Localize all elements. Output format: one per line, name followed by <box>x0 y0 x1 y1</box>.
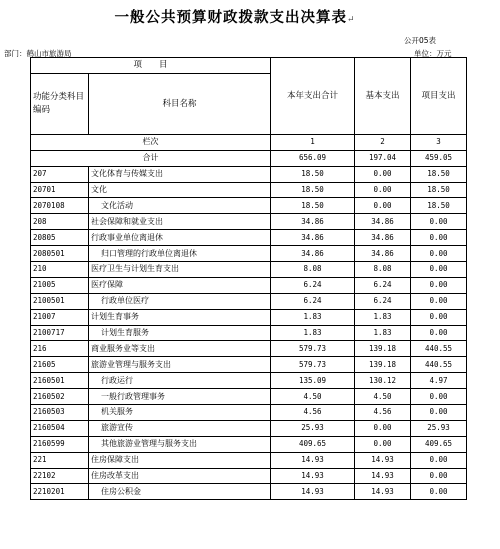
row-basic: 4.50 <box>355 389 411 405</box>
row-basic: 1.83 <box>355 309 411 325</box>
row-project: 18.50 <box>411 198 467 214</box>
column-index-3: 3 <box>411 134 467 150</box>
row-basic: 0.00 <box>355 166 411 182</box>
document-title-text: 一般公共预算财政拨款支出决算表 <box>114 9 347 26</box>
row-project: 0.00 <box>411 484 467 500</box>
total-label: 合计 <box>31 150 271 166</box>
row-code: 208 <box>31 214 89 230</box>
header-total: 本年支出合计 <box>271 58 355 135</box>
row-code: 2080501 <box>31 246 89 262</box>
row-code: 21605 <box>31 357 89 373</box>
header-item: 项 目 <box>31 58 271 74</box>
row-basic: 6.24 <box>355 277 411 293</box>
row-project: 0.00 <box>411 468 467 484</box>
row-code: 2160503 <box>31 405 89 421</box>
row-project: 0.00 <box>411 452 467 468</box>
total-basic: 197.04 <box>355 150 411 166</box>
column-index-1: 1 <box>271 134 355 150</box>
row-code: 2210201 <box>31 484 89 500</box>
row-total: 14.93 <box>271 468 355 484</box>
header-code: 功能分类科目编码 <box>31 73 89 134</box>
table-row <box>31 325 467 341</box>
row-code: 2160504 <box>31 420 89 436</box>
header-project: 项目支出 <box>411 58 467 135</box>
row-code: 2100501 <box>31 293 89 309</box>
table-row <box>31 389 467 405</box>
row-name: 商业服务业等支出 <box>89 341 271 357</box>
document-title <box>0 6 470 27</box>
row-basic: 0.00 <box>355 436 411 452</box>
header-basic: 基本支出 <box>355 58 411 135</box>
row-total: 34.86 <box>271 214 355 230</box>
row-basic: 34.86 <box>355 214 411 230</box>
table-row <box>31 293 467 309</box>
row-basic: 34.86 <box>355 230 411 246</box>
row-basic: 139.18 <box>355 341 411 357</box>
row-code: 20701 <box>31 182 89 198</box>
row-code: 2100717 <box>31 325 89 341</box>
table-row <box>31 277 467 293</box>
row-code: 2160502 <box>31 389 89 405</box>
row-name: 文化体育与传媒支出 <box>89 166 271 182</box>
row-basic: 0.00 <box>355 198 411 214</box>
row-name: 住房改革支出 <box>89 468 271 484</box>
expenditure-table <box>30 57 467 500</box>
column-index-label: 栏次 <box>31 134 271 150</box>
row-name: 医疗保障 <box>89 277 271 293</box>
row-project: 0.00 <box>411 246 467 262</box>
return-mark: ↵ <box>346 15 356 25</box>
row-basic: 0.00 <box>355 182 411 198</box>
row-total: 1.83 <box>271 325 355 341</box>
table-row <box>31 182 467 198</box>
row-code: 20805 <box>31 230 89 246</box>
row-project: 0.00 <box>411 309 467 325</box>
table-row <box>31 198 467 214</box>
total-row <box>31 150 467 166</box>
form-number: 公开05表 <box>404 36 437 45</box>
row-project: 18.50 <box>411 182 467 198</box>
row-basic: 14.93 <box>355 452 411 468</box>
row-total: 34.86 <box>271 230 355 246</box>
row-total: 18.50 <box>271 198 355 214</box>
row-basic: 139.18 <box>355 357 411 373</box>
row-name: 归口管理的行政单位离退休 <box>89 246 271 262</box>
row-basic: 6.24 <box>355 293 411 309</box>
row-code: 2070108 <box>31 198 89 214</box>
row-name: 旅游宣传 <box>89 420 271 436</box>
table-row <box>31 262 467 278</box>
row-name: 一般行政管理事务 <box>89 389 271 405</box>
row-name: 文化活动 <box>89 198 271 214</box>
column-index-2: 2 <box>355 134 411 150</box>
row-project: 0.00 <box>411 214 467 230</box>
row-name: 行政单位医疗 <box>89 293 271 309</box>
row-total: 6.24 <box>271 293 355 309</box>
total-project: 459.05 <box>411 150 467 166</box>
table-row <box>31 420 467 436</box>
row-total: 4.50 <box>271 389 355 405</box>
row-total: 8.08 <box>271 262 355 278</box>
table-row <box>31 405 467 421</box>
table-row <box>31 341 467 357</box>
row-total: 14.93 <box>271 484 355 500</box>
unit-label: 单位：万元 <box>414 49 452 58</box>
row-name: 文化 <box>89 182 271 198</box>
row-project: 409.65 <box>411 436 467 452</box>
row-name: 住房公积金 <box>89 484 271 500</box>
row-project: 25.93 <box>411 420 467 436</box>
row-project: 0.00 <box>411 389 467 405</box>
row-total: 1.83 <box>271 309 355 325</box>
row-code: 22102 <box>31 468 89 484</box>
table-row <box>31 373 467 389</box>
row-name: 旅游业管理与服务支出 <box>89 357 271 373</box>
row-total: 135.09 <box>271 373 355 389</box>
row-total: 18.50 <box>271 182 355 198</box>
row-name: 社会保障和就业支出 <box>89 214 271 230</box>
table-row <box>31 357 467 373</box>
table-row <box>31 166 467 182</box>
row-total: 579.73 <box>271 357 355 373</box>
row-basic: 130.12 <box>355 373 411 389</box>
row-code: 221 <box>31 452 89 468</box>
row-basic: 8.08 <box>355 262 411 278</box>
row-name: 其他旅游业管理与服务支出 <box>89 436 271 452</box>
table-row <box>31 214 467 230</box>
row-project: 0.00 <box>411 405 467 421</box>
row-basic: 1.83 <box>355 325 411 341</box>
table-row <box>31 309 467 325</box>
row-project: 18.50 <box>411 166 467 182</box>
row-name: 计划生育事务 <box>89 309 271 325</box>
row-name: 计划生育服务 <box>89 325 271 341</box>
row-name: 住房保障支出 <box>89 452 271 468</box>
table-row <box>31 484 467 500</box>
row-total: 579.73 <box>271 341 355 357</box>
row-project: 440.55 <box>411 357 467 373</box>
row-name: 行政运行 <box>89 373 271 389</box>
total-amount: 656.09 <box>271 150 355 166</box>
row-total: 6.24 <box>271 277 355 293</box>
row-basic: 14.93 <box>355 484 411 500</box>
row-project: 0.00 <box>411 293 467 309</box>
row-project: 4.97 <box>411 373 467 389</box>
row-project: 0.00 <box>411 230 467 246</box>
row-code: 2160599 <box>31 436 89 452</box>
row-project: 0.00 <box>411 262 467 278</box>
row-name: 医疗卫生与计划生育支出 <box>89 262 271 278</box>
table-row <box>31 246 467 262</box>
department-label: 部门：鹤山市旅游局 <box>4 49 72 58</box>
header-row-item <box>31 58 467 74</box>
row-code: 21005 <box>31 277 89 293</box>
row-project: 0.00 <box>411 277 467 293</box>
row-total: 25.93 <box>271 420 355 436</box>
row-name: 行政事业单位离退休 <box>89 230 271 246</box>
row-basic: 34.86 <box>355 246 411 262</box>
row-project: 440.55 <box>411 341 467 357</box>
row-code: 21007 <box>31 309 89 325</box>
row-code: 2160501 <box>31 373 89 389</box>
table-row <box>31 230 467 246</box>
row-total: 4.56 <box>271 405 355 421</box>
row-total: 14.93 <box>271 452 355 468</box>
row-basic: 0.00 <box>355 420 411 436</box>
row-code: 207 <box>31 166 89 182</box>
table-row <box>31 436 467 452</box>
row-code: 216 <box>31 341 89 357</box>
column-index-row <box>31 134 467 150</box>
table-row <box>31 468 467 484</box>
row-total: 18.50 <box>271 166 355 182</box>
row-basic: 14.93 <box>355 468 411 484</box>
row-project: 0.00 <box>411 325 467 341</box>
row-name: 机关服务 <box>89 405 271 421</box>
row-total: 34.86 <box>271 246 355 262</box>
row-total: 409.65 <box>271 436 355 452</box>
table-row <box>31 452 467 468</box>
row-basic: 4.56 <box>355 405 411 421</box>
header-name: 科目名称 <box>89 73 271 134</box>
row-code: 210 <box>31 262 89 278</box>
